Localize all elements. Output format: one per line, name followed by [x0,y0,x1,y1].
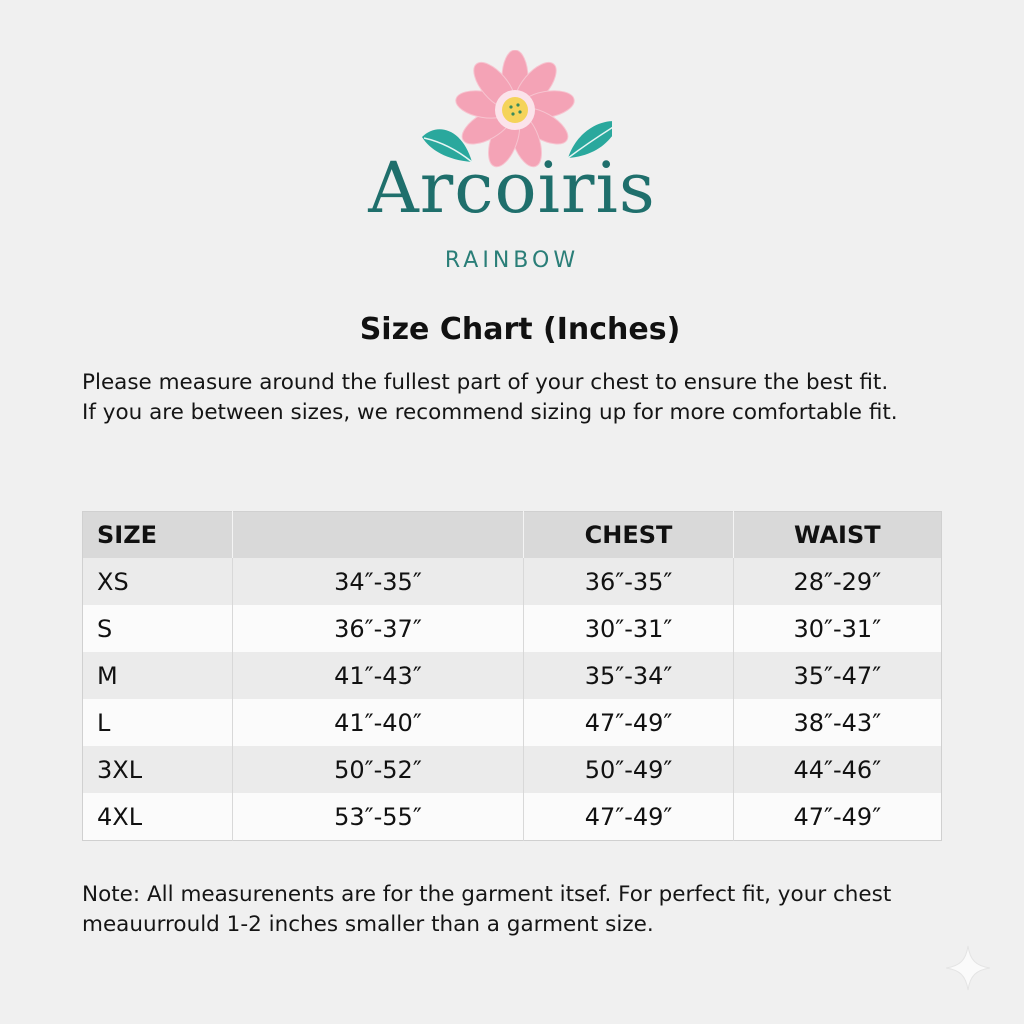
waist-cell: 28″-29″ [733,558,941,605]
chest-cell: 47″-49″ [524,793,733,841]
table-row [83,793,942,841]
measurement-cell: 41″-40″ [232,699,524,746]
size-cell: 4XL [83,793,233,841]
chest-cell: 30″-31″ [524,605,733,652]
measurement-cell: 53″-55″ [232,793,524,841]
table-row [83,699,942,746]
waist-cell: 47″-49″ [733,793,941,841]
table-row [83,558,942,605]
chest-cell: 47″-49″ [524,699,733,746]
page-title: Size Chart (Inches) [359,312,681,347]
table-row [83,605,942,652]
table-row [83,652,942,699]
brand-subtitle: RAINBOW [444,248,580,273]
column-header-blank [232,512,524,559]
note-line: Note: All measurenents are for the garment itsef. For perfect fit, your chest [82,882,892,907]
chest-cell: 35″-34″ [524,652,733,699]
note-text [82,880,982,940]
waist-cell: 30″-31″ [733,605,941,652]
intro-text [82,368,982,428]
size-cell: L [83,699,233,746]
waist-cell: 44″-46″ [733,746,941,793]
size-cell: 3XL [83,746,233,793]
waist-cell: 38″-43″ [733,699,941,746]
table-row [83,746,942,793]
measurement-cell: 36″-37″ [232,605,524,652]
waist-cell: 35″-47″ [733,652,941,699]
size-cell: XS [83,558,233,605]
size-chart-table [82,511,942,841]
measurement-cell: 41″-43″ [232,652,524,699]
size-cell: M [83,652,233,699]
table-header-row [83,512,942,559]
brand-name: Arcoiris [368,147,656,229]
sparkle-icon [944,944,992,992]
measurement-cell: 50″-52″ [232,746,524,793]
intro-line: Please measure around the fullest part of your chest to ensure the best fit. [82,370,889,395]
size-cell: S [83,605,233,652]
column-header-chest: CHEST [524,512,733,559]
intro-line: If you are between sizes, we recommend sizing up for more comfortable fit. [82,400,898,425]
chest-cell: 36″-35″ [524,558,733,605]
note-line: meauurrould 1-2 inches smaller than a garment size. [82,912,654,937]
chest-cell: 50″-49″ [524,746,733,793]
column-header-waist: WAIST [733,512,941,559]
measurement-cell: 34″-35″ [232,558,524,605]
column-header-size: SIZE [83,512,233,559]
brand-logo [0,50,1024,280]
